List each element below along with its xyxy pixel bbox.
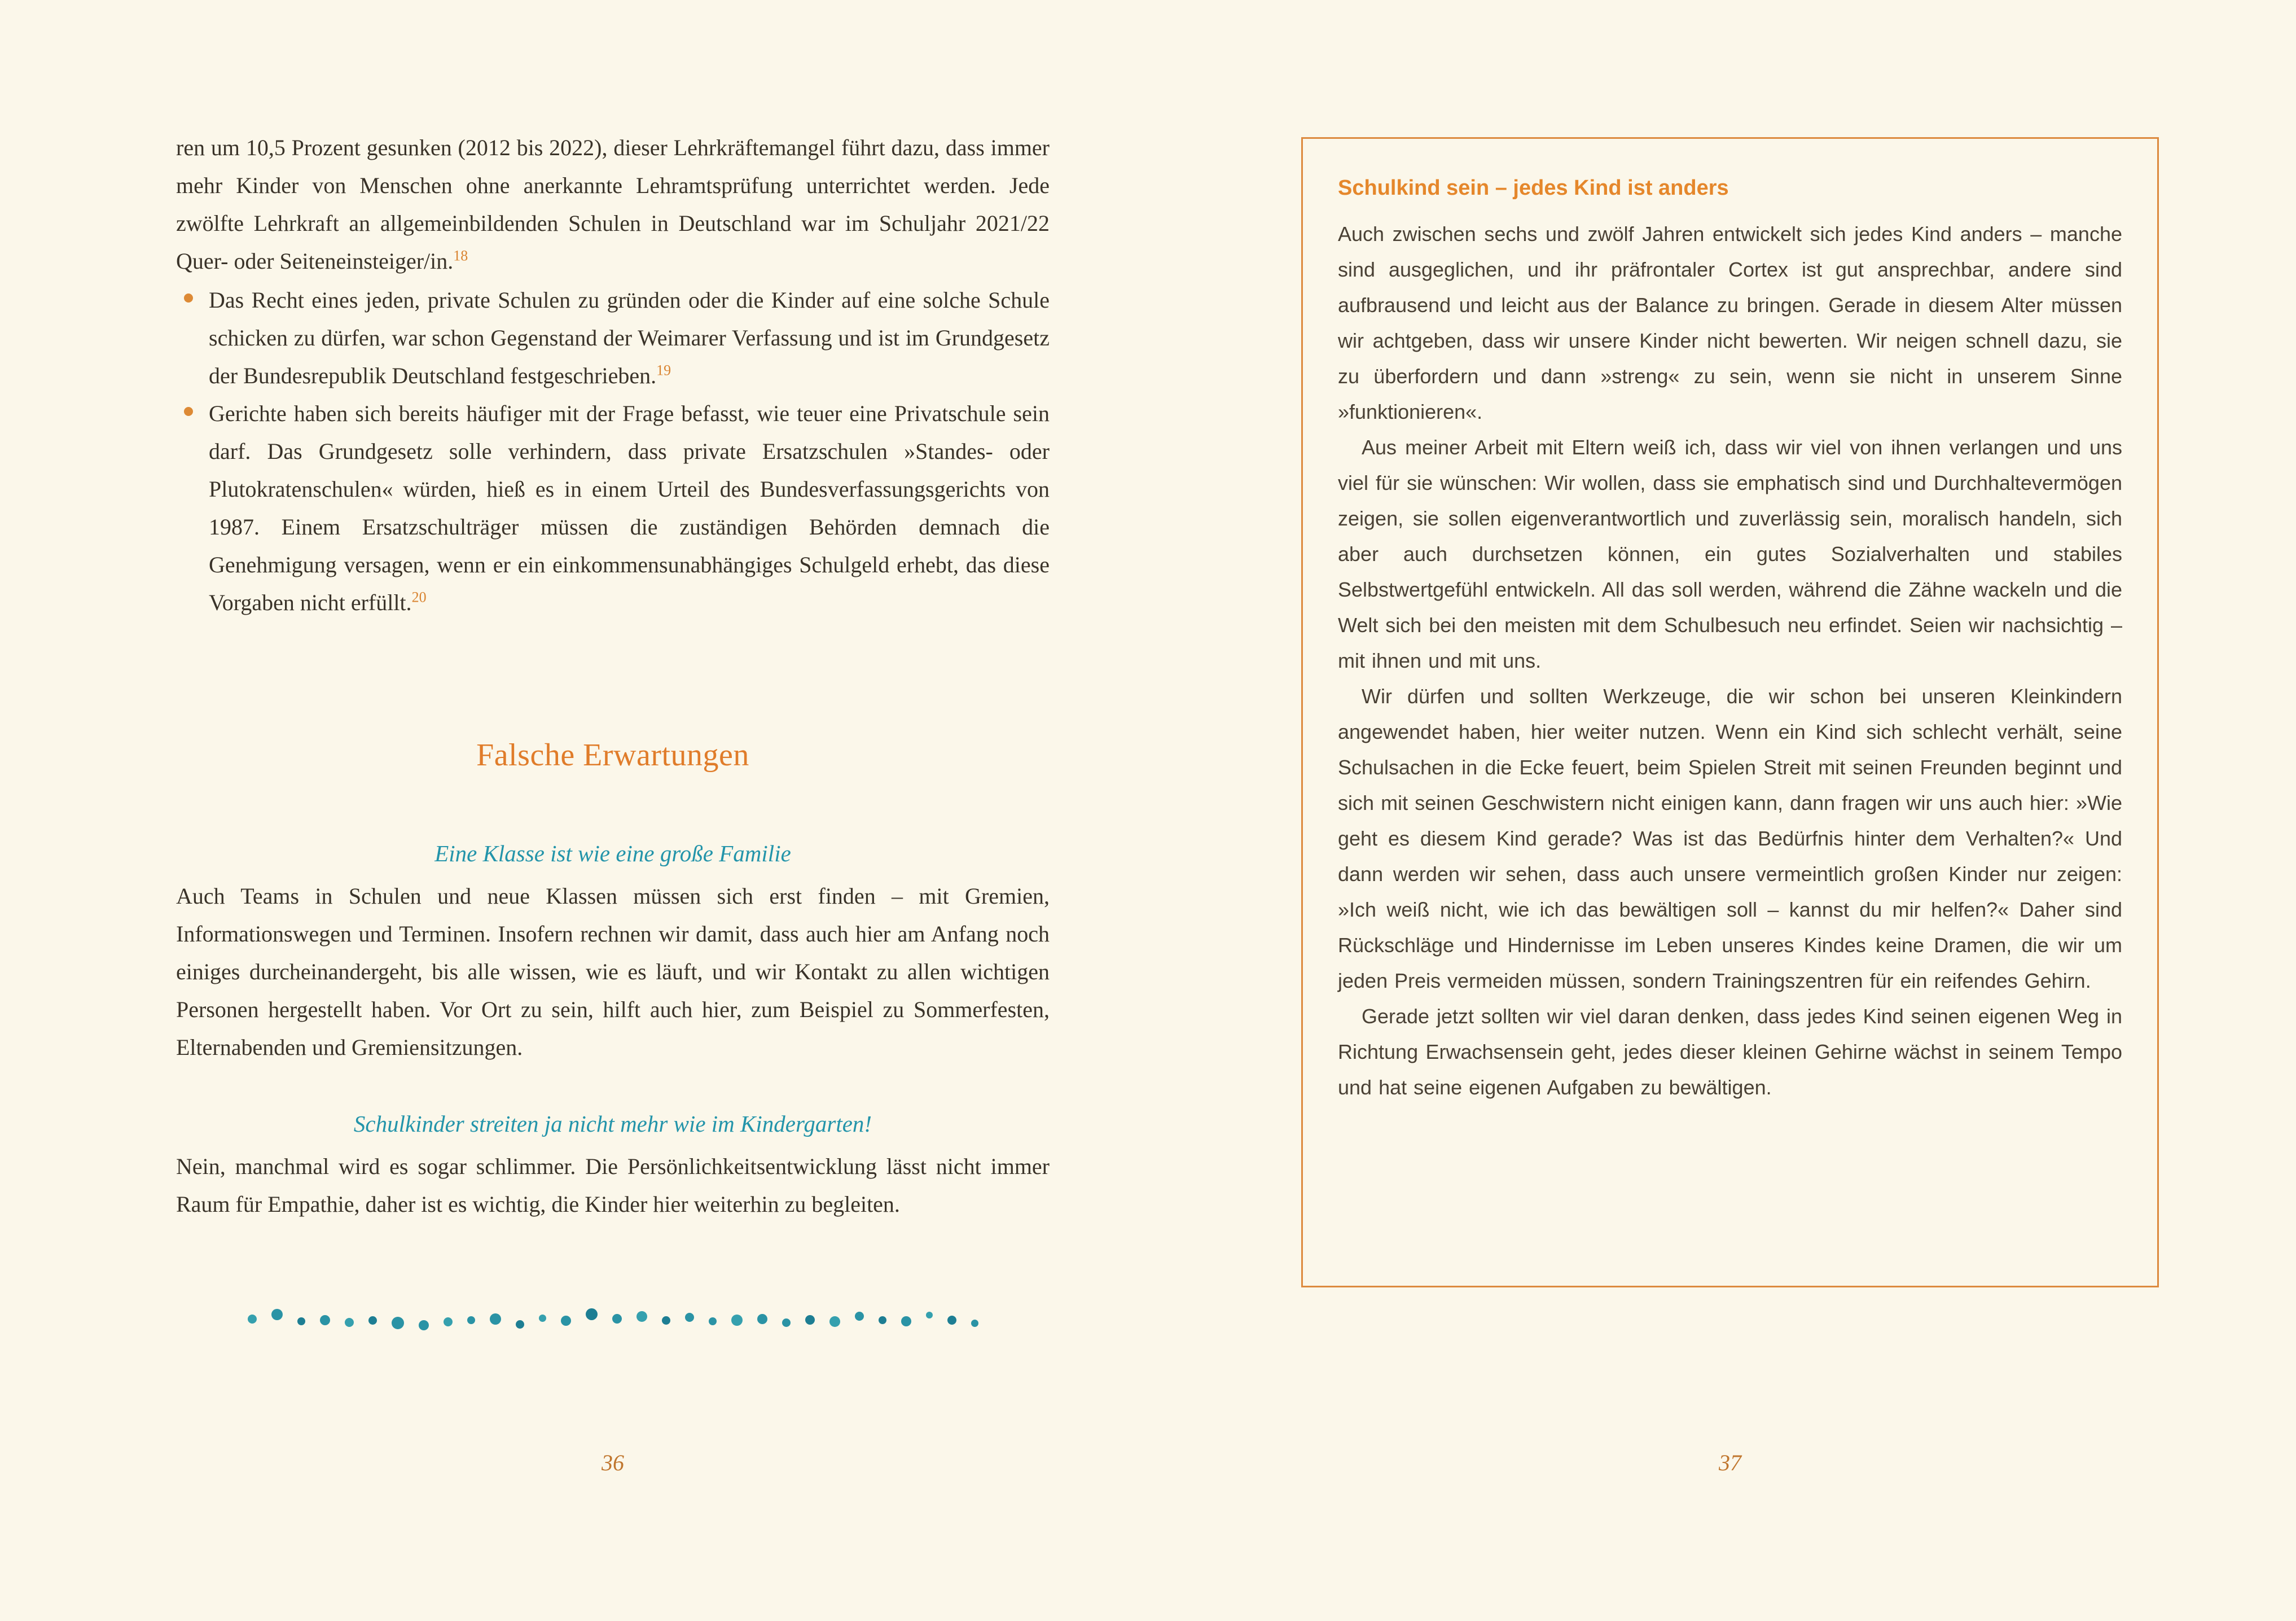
teal-dot-icon [901, 1316, 911, 1326]
footnote-ref-20: 20 [411, 589, 427, 606]
teal-dot-icon [490, 1313, 501, 1325]
sub-heading-1: Eine Klasse ist wie eine große Familie [434, 840, 791, 866]
teal-dot-icon [879, 1316, 886, 1324]
left-paragraph-1: Auch Teams in Schulen und neue Klassen müssen sich erst finden – mit Gremien, Informationswegen und Terminen. Insofern rechnen wir damit, dass auch hier am Anfang noch einiges durcheinandergeht, bis alle wissen, wie es läuft, und wir Kontakt zu allen wichtigen Personen hergestellt haben. Vor Ort zu sein, hilft auch hier, zum Beispiel zu Sommerfesten, Elternabenden und Gremiensitzungen. [176, 883, 1050, 1060]
teal-dot-icon [829, 1316, 840, 1327]
box-paragraph-2: Aus meiner Arbeit mit Eltern weiß ich, dass wir viel von ihnen verlangen und uns viel für sie wünschen: Wir wollen, dass sie emphatisch sind und Durchhaltevermögen zeigen, sie sollen eigenverantwortlich und zuverlässig sein, moralisch handeln, sich aber auch durchsetzen können, ein gutes Sozialverhalten und stabiles Selbstwertgefühl entwickeln. All das soll werden, während die Zähne wackeln und die Welt sich bei den meisten mit dem Schulbesuch neu erfindet. Seien wir nachsichtig – mit ihnen und mit uns. [1338, 436, 2122, 672]
teal-dot-icon [320, 1315, 330, 1325]
bullet-marker-icon [184, 293, 193, 303]
bullet-1-text: Das Recht eines jeden, private Schulen zu gründen oder die Kinder auf eine solche Schule schicken zu dürfen, war schon Gegenstand der Weimarer Verfassung und ist im Grundgesetz der Bundesrepublik Deutschland festgeschrieben. [209, 287, 1050, 388]
teal-dot-icon [516, 1320, 524, 1329]
box-paragraph-4: Gerade jetzt sollten wir viel daran denken, dass jedes Kind seinen eigenen Weg in Richtung Erwachsensein geht, jedes dieser kleinen Gehirne wächst in seinem Tempo und hat seine eigenen Aufgaben zu bewältigen. [1338, 1005, 2122, 1099]
bullet-item-1 [176, 281, 1050, 395]
box-heading: Schulkind sein – jedes Kind ist anders [1338, 176, 1729, 200]
teal-dot-icon [368, 1316, 377, 1325]
teal-dot-icon [345, 1318, 354, 1327]
teal-dot-icon [561, 1316, 571, 1326]
dots-decoration [176, 1309, 1050, 1331]
teal-dot-icon [855, 1312, 864, 1321]
page-number-left: 36 [602, 1450, 624, 1475]
section-heading: Falsche Erwartungen [476, 738, 749, 773]
box-paragraph-1: Auch zwischen sechs und zwölf Jahren entwickelt sich jedes Kind anders – manche sind ausgeglichen, und ihr präfrontaler Cortex ist gut ansprechbar, andere sind aufbrausend und leicht aus der Balance zu bringen. Gerade in diesem Alter müssen wir achtgeben, dass wir unsere Kinder nicht bewerten. Wir neigen schnell dazu, sie zu überfordern und dann »streng« zu sein, wenn sie nicht in unserem Sinne »funktionieren«. [1338, 222, 2122, 423]
info-box [1301, 137, 2159, 1287]
teal-dot-icon [586, 1308, 598, 1320]
left-page-column [176, 129, 1050, 1331]
teal-dot-icon [782, 1318, 791, 1327]
teal-dot-icon [467, 1316, 475, 1324]
teal-dot-icon [971, 1320, 978, 1327]
teal-dot-icon [731, 1315, 743, 1326]
teal-dot-icon [805, 1315, 815, 1325]
bullet-list [176, 281, 1050, 621]
intro-paragraph [176, 129, 1050, 280]
teal-dot-icon [539, 1315, 546, 1322]
sub-heading-2: Schulkinder streiten ja nicht mehr wie im Kindergarten! [353, 1111, 872, 1137]
teal-dot-icon [444, 1317, 453, 1326]
teal-dot-icon [709, 1317, 717, 1325]
footnote-ref-18: 18 [453, 247, 468, 264]
teal-dot-icon [248, 1315, 257, 1324]
teal-dot-icon [685, 1313, 694, 1322]
left-paragraph-2: Nein, manchmal wird es sogar schlimmer. Die Persönlichkeitsentwicklung lässt nicht immer Raum für Empathie, daher ist es wichtig, die Kinder hier weiterhin zu begleiten. [176, 1154, 1050, 1217]
intro-paragraph-text: ren um 10,5 Prozent gesunken (2012 bis 2022), dieser Lehrkräftemangel führt dazu, dass immer mehr Kinder von Menschen ohne anerkannte Lehramtsprüfung unterrichtet werden. Jede zwölfte Lehrkraft an allgemeinbildenden Schulen in Deutschland war im Schuljahr 2021/22 Quer- oder Seiteneinsteiger/in. [176, 135, 1050, 274]
teal-dot-icon [297, 1317, 305, 1325]
box-paragraph-3: Wir dürfen und sollten Werkzeuge, die wir schon bei unseren Kleinkindern angewendet haben, hier weiter nutzen. Wenn ein Kind sich schlecht verhält, seine Schulsachen in die Ecke feuert, beim Spielen Streit mit seinen Freunden beginnt und sich mit seinen Geschwistern nicht einigen kann, dann fragen wir uns auch hier: »Wie geht es diesem Kind gerade? Was ist das Bedürfnis hinter dem Verhalten?« Und dann werden wir sehen, dass auch unsere vermeintlich großen Kinder nur zeigen: »Ich weiß nicht, wie ich das bewältigen soll – kannst du mir helfen?« Daher sind Rückschläge und Hindernisse im Leben unseres Kindes keine Dramen, die wir um jeden Preis vermeiden müssen, sondern Trainingszentren für ein reifendes Gehirn. [1338, 685, 2122, 992]
teal-dot-icon [419, 1320, 429, 1330]
teal-dot-icon [271, 1309, 283, 1320]
teal-dot-icon [612, 1314, 622, 1324]
teal-dot-icon [757, 1314, 767, 1324]
teal-dot-icon [926, 1312, 933, 1318]
teal-dot-icon [662, 1316, 670, 1325]
bullet-2-text: Gerichte haben sich bereits häufiger mit der Frage befasst, wie teuer eine Privatschule sein darf. Das Grundgesetz solle verhindern, dass private Ersatzschulen »Standes- oder Plutokratenschulen« würden, hieß es in einem Urteil des Bundesverfassungsgerichts von 1987. Einem Ersatzschulträger müssen die zuständigen Behörden demnach die Genehmigung versagen, wenn er ein einkommensunabhängiges Schulgeld erhebt, das diese Vorgaben nicht erfüllt. [209, 401, 1050, 615]
teal-dot-icon [392, 1317, 404, 1329]
teal-dot-icon [636, 1311, 647, 1322]
teal-dot-icon [947, 1316, 956, 1325]
footnote-ref-19: 19 [656, 362, 671, 379]
bullet-marker-icon [184, 407, 193, 416]
bullet-item-2 [176, 395, 1050, 621]
page-number-right: 37 [1719, 1450, 1741, 1475]
